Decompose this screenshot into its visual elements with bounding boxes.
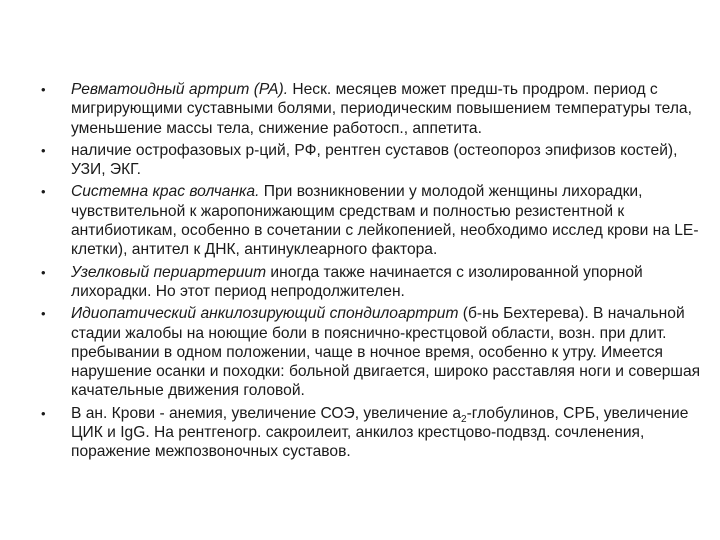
list-item bbox=[40, 80, 712, 138]
bullet-dot: • bbox=[41, 142, 46, 158]
item-text: -глобулинов, СРБ, увеличение ЦИК и IgG. На рентгеногр. сакроилеит, анкилоз крестцово-подвзд. сочленения, поражение межпозвоночных суставов. bbox=[71, 404, 689, 461]
bullet-dot: • bbox=[41, 306, 46, 322]
list-item bbox=[40, 182, 712, 259]
item-text: В ан. Крови - анемия, увеличение СОЭ, увеличение а bbox=[71, 404, 462, 422]
item-term: Ревматоидный артрит (РА). bbox=[71, 81, 289, 98]
subscript: 2 bbox=[461, 413, 467, 425]
item-term: Системна крас волчанка. bbox=[71, 183, 260, 201]
item-text: При возникновении у молодой женщины лихорадки, чувствительной к жаропонижающим средствам и полностью резистентной к антибиотикам, особенно в сочетании с лейкопенией, необходимо исслед крови на LE-клетки), антител к ДНК, антинуклеарного фактора. bbox=[71, 183, 699, 259]
list-item bbox=[40, 404, 712, 462]
item-term: Идиопатический анкилозирующий спондилоартрит bbox=[71, 305, 459, 323]
bullet-dot: • bbox=[41, 82, 46, 97]
item-text: Неск. месяцев может предш-ть продром. период с мигрирующими суставными болями, периодическим повышением температуры тела, уменьшение массы тела, снижение работосп., аппетита. bbox=[71, 81, 692, 137]
bullet-dot: • bbox=[41, 184, 46, 200]
bullet-dot: • bbox=[41, 264, 46, 280]
item-text: (б-нь Бехтерева). В начальной стадии жалобы на ноющие боли в пояснично-крестцовой области, возн. при длит. пребывании в одном положении, чаще в ночное время, особенно к утру. Имеется нарушение осанки и походки: больной двигается, широко расставляя ноги и совершая качательные движения головой. bbox=[71, 305, 701, 400]
bullet-dot: • bbox=[41, 405, 46, 421]
list-item bbox=[40, 304, 712, 400]
item-term: Узелковый периартериит bbox=[71, 263, 267, 281]
item-text: наличие острофазовых р-ций, РФ, рентген суставов (остеопороз эпифизов костей), УЗИ, ЭКГ. bbox=[71, 141, 678, 179]
bullet-list bbox=[40, 80, 712, 465]
item-text: иногда также начинается с изолированной упорной лихорадки. Но этот период непродолжителен. bbox=[71, 263, 643, 300]
list-item bbox=[40, 141, 712, 180]
list-item bbox=[40, 263, 712, 302]
